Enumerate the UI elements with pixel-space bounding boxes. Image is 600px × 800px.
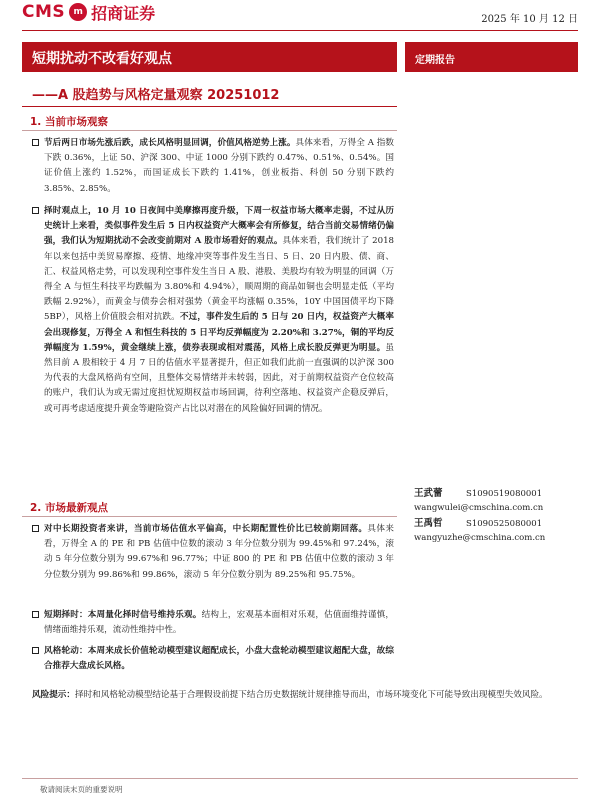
analyst-card: [414, 517, 545, 545]
bullet-square-icon: [32, 611, 39, 618]
bullet-timing-view: 择时观点上，10 月 10 日夜间中美摩擦再度升级，下周一权益市场大概率走弱，不过从历史统计上来看，类似事件发生后 5 日内权益资产大概率会有所修复，结合当前交易情绪仍偏强，我们认为短期扰动不会改变前期对 A 股市场看好的观点。具体来看，我们统计了 2018 年以来包括中美贸易摩擦、疫情、地缘冲突等事件发生当日、5 日、20 日内股、债、商、汇、权益风格走势，可以发现利空事件发生当日 A 股、港股、美股均有较为明显的回调（万得全 A 与恒生科技平均跌幅为 3.80%和 4.94%），顺周期的商品如铜也会明显走低（平均跌幅 2.92%），而黄金与债券会相对强势（黄金平均涨幅 0.35%，10Y 中国国债平均下降 5BP），风格上价值股会相对抗跌。不过，事件发生后的 5 日与 20 日内，权益资产大概率会出现修复，万得全 A 和恒生科技的 5 日平均反弹幅度为 2.20%和 3.27%，铜的平均反弹幅度为 1.59%，黄金继续上涨，债券表现或相对震荡，风格上成长股反弹更为明显。虽然目前 A 股相较于 4 月 7 日的估值水平显著提升，但正如我们此前一直强调的以沪深 300 为代表的大盘风格尚有空间，且整体交易情绪并未转弱，因此，对于前期权益资产仓位较高的账户，我们认为或无需过度担忧短期权益市场回调，待利空落地、权益资产企稳反弹后，或可再考虑适度提升黄金等避险资产占比以对潜在的风险偏好回调的情况。: [32, 204, 394, 417]
risk-text: 择时和风格轮动模型结论基于合理假设前提下结合历史数据统计规律推导而出，市场环境变化下可能导致出现模型失效风险。: [74, 690, 548, 700]
report-title: 短期扰动不改看好观点: [22, 42, 397, 72]
analyst-name: 王禹哲: [414, 518, 443, 529]
report-subtitle: ——A 股趋势与风格定量观察 20251012: [32, 88, 280, 103]
analyst-email[interactable]: wangwulei@cmschina.com.cn: [414, 503, 544, 513]
footer-divider: [22, 778, 578, 779]
section-heading-market-observation: 1. 当前市场观察: [30, 116, 108, 128]
risk-warning: [32, 688, 592, 703]
bullet-short-term-timing: 短期择时：本周量化择时信号维持乐观。结构上，宏观基本面相对乐观，估值面维持谨慎，情绪面维持乐观，流动性维持中性。: [32, 608, 394, 638]
analyst-cert-id: S1090519080001: [466, 489, 543, 499]
report-date: 2025 年 10 月 12 日: [481, 14, 578, 25]
section-divider: [22, 130, 397, 131]
logo-chinese: 招商证券: [91, 3, 156, 23]
analyst-email[interactable]: wangyuzhe@cmschina.com.cn: [414, 533, 546, 543]
bullet-style-rotation: 风格轮动：本周来成长价值轮动模型建议超配成长，小盘大盘轮动模型建议超配大盘，故综合推荐大盘成长风格。: [32, 644, 394, 674]
bullet-square-icon: [32, 207, 39, 214]
bullet-square-icon: [32, 525, 39, 532]
analyst-cert-id: S1090525080001: [466, 519, 543, 529]
bullet-market-summary: 节后两日市场先涨后跌，成长风格明显回调，价值风格逆势上涨。具体来看，万得全 A 指数下跌 0.36%，上证 50、沪深 300、中证 1000 分别下跌约 0.47%、0.51%、0.54%。国证价值上涨约 1.52%，而国证成长下跌约 1.41%，创业板指、科创 50 分别下跌约 3.85%、2.85%。: [32, 136, 394, 197]
subtitle-divider: [22, 106, 397, 107]
report-type-label: 定期报告: [405, 42, 578, 72]
bullet-square-icon: [32, 647, 39, 654]
analyst-name: 王武蕾: [414, 488, 443, 499]
section-heading-latest-views: 2. 市场最新观点: [30, 502, 108, 514]
header: [0, 0, 600, 36]
bullet-valuation: 对中长期投资者来讲，当前市场估值水平偏高，中长期配置性价比已较前期回落。具体来看，万得全 A 的 PE 和 PB 估值中位数的滚动 3 年分位数分别为 99.45%和 97.24%，滚动 5 年分位数分别为 99.67%和 96.77%；中证 800 的 PE 和 PB 估值中位数的滚动 3 年分位数分别为 99.86%和 99.86%，滚动 5 年分位数分别为 89.25%和 95.75%。: [32, 522, 394, 583]
section-divider: [22, 516, 397, 517]
footer-disclaimer: 敬请阅读末页的重要说明: [40, 785, 123, 794]
risk-label: 风险提示：: [32, 690, 75, 700]
logo-mark-icon: m: [69, 3, 87, 21]
cms-logo: [22, 0, 155, 24]
logo-text: CMS: [22, 2, 66, 22]
bullet-square-icon: [32, 139, 39, 146]
header-divider: [22, 30, 578, 31]
analyst-card: [414, 487, 543, 515]
